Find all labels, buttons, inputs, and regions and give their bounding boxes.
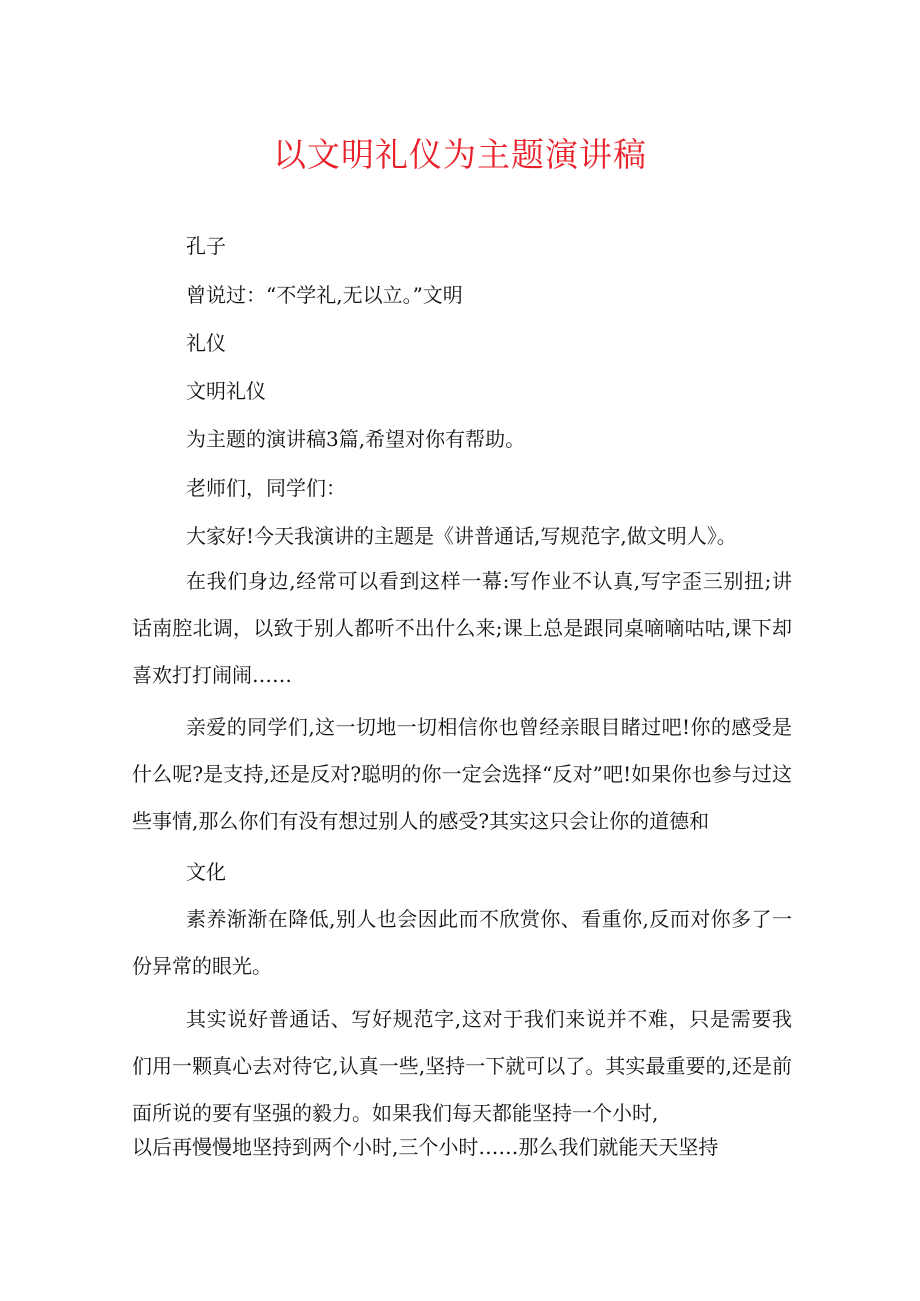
paragraph: 其实说好普通话、写好规范字,这对于我们来说并不难，只是需要我们用一颗真心去对待它,认真一些,坚持一下就可以了。其实最重要的,还是前面所说的要有坚强的毅力。如果我们每天都能坚持一个小时,: [132, 1007, 792, 1125]
document-title: 以文明礼仪为主题演讲稿: [273, 135, 647, 174]
text-line: 以后再慢慢地坚持到两个小时,三个小时……那么我们就能天天坚持: [132, 1135, 719, 1159]
text-line: 孔子: [186, 234, 226, 258]
text-line: 老师们，同学们：: [186, 476, 346, 500]
text-line: 曾说过：“不学礼,无以立。”文明: [186, 283, 463, 307]
text-line: 为主题的演讲稿3篇,希望对你有帮助。: [186, 427, 526, 451]
text-line: 文化: [186, 860, 226, 884]
paragraph: 在我们身边,经常可以看到这样一幕:写作业不认真,写字歪三别扭;讲话南腔北调，以致于别人都听不出什么来;课上总是跟同桌嘀嘀咕咕,课下却喜欢打打闹闹……: [132, 569, 792, 687]
text-line: 文明礼仪: [186, 379, 266, 403]
paragraph: 素养渐渐在降低,别人也会因此而不欣赏你、看重你,反而对你多了一份异常的眼光。: [132, 907, 792, 978]
paragraph: 亲爱的同学们,这一切地一切相信你也曾经亲眼目睹过吧!你的感受是什么呢?是支持,还是反对?聪明的你一定会选择“反对”吧!如果你也参与过这些事情,那么你们有没有想过别人的感受?其实这只会让你的道德和: [132, 715, 792, 833]
text-line: 大家好!今天我演讲的主题是《讲普通话,写规范字,做文明人》。: [186, 524, 737, 548]
text-line: 礼仪: [186, 331, 226, 355]
